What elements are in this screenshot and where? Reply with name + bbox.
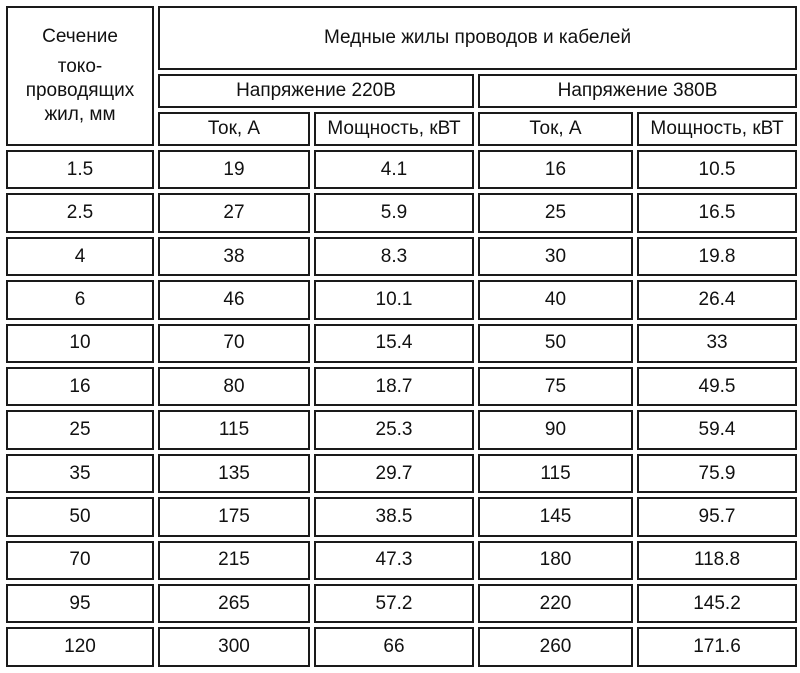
current-380-header: Ток, А	[478, 112, 633, 146]
power-380-cell: 10.5	[637, 150, 797, 189]
current-380-cell: 180	[478, 541, 633, 580]
section-label-line2: токо-	[57, 56, 103, 77]
current-380-cell: 145	[478, 497, 633, 536]
table-row	[6, 497, 797, 536]
power-380-cell: 16.5	[637, 193, 797, 232]
current-380-cell: 220	[478, 584, 633, 623]
power-380-cell: 95.7	[637, 497, 797, 536]
table-row	[6, 410, 797, 449]
power-220-cell: 4.1	[314, 150, 474, 189]
power-380-cell: 49.5	[637, 367, 797, 406]
section-cell: 25	[6, 410, 154, 449]
current-380-cell: 30	[478, 237, 633, 276]
power-220-cell: 10.1	[314, 280, 474, 319]
table-row	[6, 193, 797, 232]
section-label-line1: Сечение	[42, 26, 118, 47]
current-220-cell: 215	[158, 541, 310, 580]
power-380-cell: 118.8	[637, 541, 797, 580]
power-220-cell: 15.4	[314, 324, 474, 363]
section-cell: 50	[6, 497, 154, 536]
copper-wire-table	[2, 2, 800, 671]
section-cell: 4	[6, 237, 154, 276]
voltage-380-header: Напряжение 380В	[478, 74, 797, 108]
power-220-cell: 25.3	[314, 410, 474, 449]
current-220-cell: 265	[158, 584, 310, 623]
power-220-header: Мощность, кВТ	[314, 112, 474, 146]
power-220-cell: 29.7	[314, 454, 474, 493]
power-380-cell: 59.4	[637, 410, 797, 449]
table-row	[6, 324, 797, 363]
current-220-cell: 115	[158, 410, 310, 449]
table-body	[6, 150, 797, 667]
current-380-cell: 40	[478, 280, 633, 319]
power-380-header: Мощность, кВТ	[637, 112, 797, 146]
section-label-line4: жил, мм	[44, 104, 116, 125]
section-cell: 10	[6, 324, 154, 363]
current-380-cell: 115	[478, 454, 633, 493]
current-380-cell: 90	[478, 410, 633, 449]
section-cell: 35	[6, 454, 154, 493]
power-380-cell: 145.2	[637, 584, 797, 623]
power-380-cell: 171.6	[637, 627, 797, 667]
table-row	[6, 367, 797, 406]
table-row	[6, 627, 797, 667]
power-220-cell: 66	[314, 627, 474, 667]
section-cell: 1.5	[6, 150, 154, 189]
table-row	[6, 454, 797, 493]
table-row	[6, 584, 797, 623]
current-220-cell: 19	[158, 150, 310, 189]
current-220-cell: 38	[158, 237, 310, 276]
power-380-cell: 26.4	[637, 280, 797, 319]
power-220-cell: 47.3	[314, 541, 474, 580]
table-row	[6, 237, 797, 276]
current-220-cell: 46	[158, 280, 310, 319]
power-380-cell: 75.9	[637, 454, 797, 493]
table-row	[6, 541, 797, 580]
section-label-line3: проводящих	[25, 80, 135, 101]
section-cell: 120	[6, 627, 154, 667]
current-220-cell: 175	[158, 497, 310, 536]
section-cell: 2.5	[6, 193, 154, 232]
current-380-cell: 260	[478, 627, 633, 667]
section-column-header	[6, 6, 154, 146]
current-220-cell: 135	[158, 454, 310, 493]
current-220-cell: 70	[158, 324, 310, 363]
current-220-cell: 80	[158, 367, 310, 406]
power-220-cell: 5.9	[314, 193, 474, 232]
current-220-cell: 27	[158, 193, 310, 232]
section-cell: 16	[6, 367, 154, 406]
table-row	[6, 280, 797, 319]
main-title-header: Медные жилы проводов и кабелей	[158, 6, 797, 70]
current-380-cell: 50	[478, 324, 633, 363]
power-380-cell: 33	[637, 324, 797, 363]
current-380-cell: 25	[478, 193, 633, 232]
power-380-cell: 19.8	[637, 237, 797, 276]
current-220-header: Ток, А	[158, 112, 310, 146]
current-220-cell: 300	[158, 627, 310, 667]
current-380-cell: 16	[478, 150, 633, 189]
power-220-cell: 38.5	[314, 497, 474, 536]
section-cell: 6	[6, 280, 154, 319]
section-cell: 95	[6, 584, 154, 623]
power-220-cell: 57.2	[314, 584, 474, 623]
power-220-cell: 18.7	[314, 367, 474, 406]
section-cell: 70	[6, 541, 154, 580]
voltage-220-header: Напряжение 220В	[158, 74, 474, 108]
current-380-cell: 75	[478, 367, 633, 406]
table-row	[6, 150, 797, 189]
power-220-cell: 8.3	[314, 237, 474, 276]
